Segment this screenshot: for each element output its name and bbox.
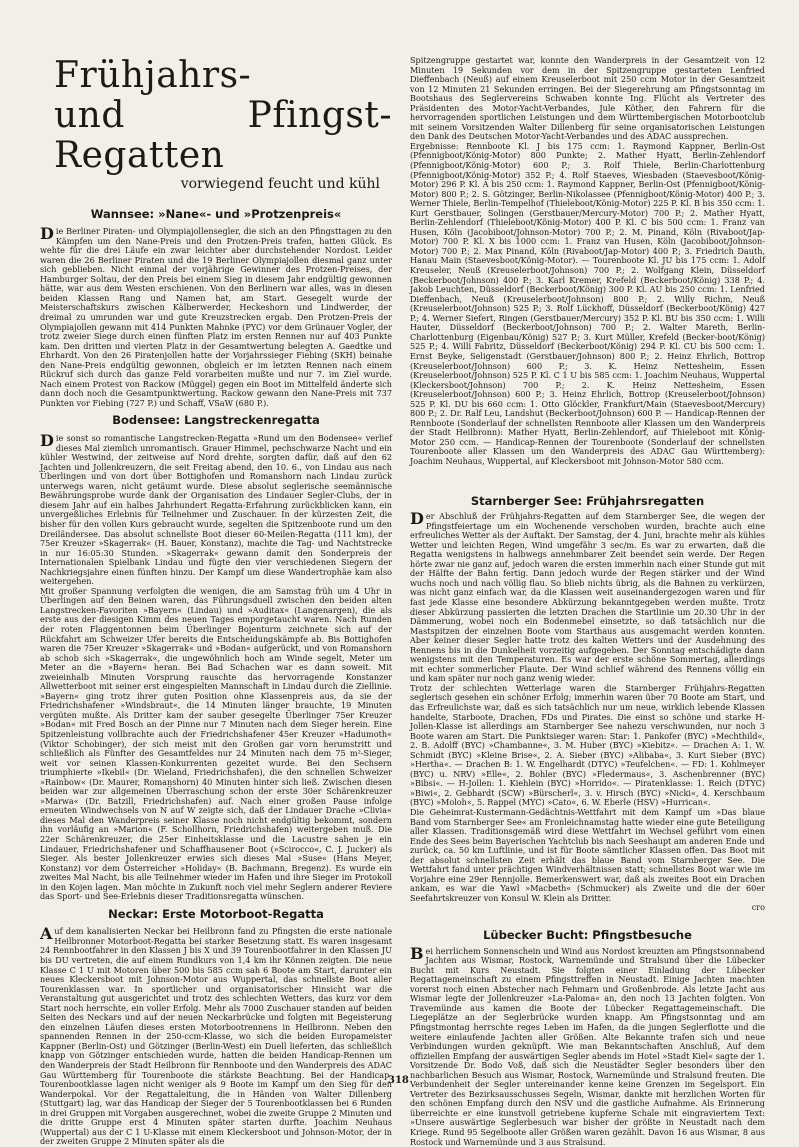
article-subtitle: vorwiegend feucht und kühl xyxy=(180,176,380,192)
paragraph-starnberg-1: Der Abschluß der Frühjahrs-Regatten auf dem Starnberger See, die wegen der Pfingstfeiertage um ein Wochenende verschoben wurden, brachte auch eine erfreuliches Wetter als der Auftakt. Der Samstag, der 4. Juni, brachte mehr als kühles Wetter und leichten Regen, Wind umgefähr 3 sec/m. Es war zu erwarten, daß die Regatta wenigstens in halbwegs annehmbarer Zeit beendet sein werde. Der Regen hörte zwar nie ganz auf, jedoch waren die ersten immerhin nach einer Stunde gut mit der Hälfte der Bahn fertig. Dann jedoch wurde der Regen stärker und der Wind wuchs noch und nach völlig flau. So blieb nichts übrig, als die Bahnen zu verkürzen, was nicht ganz einfach war, da die Klassen weit auseinandergezogen waren und für fast jede Klasse eine besondere Abkürzung bekanntgegeben werden mußte. Trotz dieser Abkürzung passierten die letzten Drachen die Startlinie um 20.30 Uhr in der Dämmerung, wobei noch ein Bodenmebel einsetzte, so daß tatsächlich nur die Mastspitzen der einzelnen Boote vom Starthaus aus ausgemacht werden konnten. Aber keiner dieser Segler hatte trotz des kalten Wetters und der Ausdehnung des Rennens bis in die Dunkelheit vorzeitig aufgegeben. Der Sonntag entschädigte dann wenigstens mit den Temperaturen. Es war der erste schöne Sommertag, allerdings mit echter sommerlicher Flaute. Der Wind schlief während des Rennens völlig ein und kam später nur noch ganz wenig wieder. xyxy=(410,509,765,684)
right-column xyxy=(410,56,765,1147)
section-heading-luebeck: Lübecker Bucht: Pfingstbesuche xyxy=(483,928,692,943)
paragraph-starnberg-3: Die Geheimrat-Kustermann-Gedächtnis-Wettfahrt mit dem Kampf um »Das blaue Band vom Starnberger See« am Fronleichnamstag hatte wieder eine gute Beteiligung aller Klassen. Traditionsgemäß wird diese Wettfahrt im Wechsel geführt vom einen Ende des Sees beim Bayerischen Yachtclub bis nach Seeshaupt am anderen Ende und zurück, ca. 50 km Luftlinie, und ist für Boote sämtlicher Klassen offen. Das Boot mit der absolut schnellsten Zeit erhält das blaue Band vom Starnberger See. Die Wettfahrt fand unter prächtigen Windverhältnissen statt; schnellstes Boot war wie im Vorjahre eine 29er Rennjolle. Bemerkenswert war, daß als zweites Boot ein Drachen ankam, es war die Yawl »Macbeth« (Schmucker) als Zweite und die der 60er Seefahrtskreuzer von Konsul W. Klein als Dritter. xyxy=(410,807,765,903)
paragraph-neckar: Auf dem kanalisierten Neckar bei Heilbronn fand zu Pfingsten die erste nationale Heilbronner Motorboot-Regatta bei starker Besetzung statt. Es waren insgesamt 24 Rennbootfahrer in den Klassen J bis X und 39 Tourenbootfahrer in den Klassen JU bis DU vertreten, die auf einem Rundkurs von 1,4 km ihr Können zeigten. Die neue Klasse C 1 U mit Motoren über 500 bis 585 ccm sah 6 Boote am Start, darunter ein neues Kleckersboot mit Johnson-Motor aus Wuppertal, das schnellste Boot aller Tourenklassen war. In sportlicher und organisatorischer Hinsicht war die Veranstaltung gut ausgerichtet und trotz des schlechten Wetters, das kurz vor dem Start noch herrschte, ein voller Erfolg. Mehr als 7000 Zuschauer standen auf beiden Seiten des Neckars und auf der neuen Neckarbrücke und folgten mit Begeisterung den einzelnen Läufen dieses ersten Motorbootrennens in Heilbronn. Neben den spannenden Rennen in der 250-ccm-Klasse, wo sich die beiden Europameister Kappner (Berlin-Ost) und Götzinger (Berlin-West) ein Duell lieferten, das schließlich knapp von Götzinger entschieden wurde, hatten die beiden Handicap-Rennen um den Wanderpreis der Stadt Heilbronn für Rennboote und den Wanderpreis des ADAC Gau Württemberg für Tourenboote die stärkste Beachtung. Bei der Handicap-Tourenbootklasse lagen nicht weniger als 9 Boote im Kampf um den Sieg für den Wanderpokal. Vor der Regattaleitung, die in Händen von Walter Dillenberg (Stuttgart) lag, war das Handicap der Sieger der 5 Tourenbootklassen bei 6 Runden in drei Gruppen mit Vorgaben ausgerechnet, wobei die zweite Gruppe 2 Minuten und die dritte Gruppe erst 4 Minuten später starten durfte. Joachim Neuhaus (Wuppertal) aus der C 1 U-Klasse mit einem Kleckersboot und Johnson-Motor, der in der zweiten Gruppe 2 Minuten später als die xyxy=(40,924,392,1147)
author-signature: cro xyxy=(751,902,765,913)
article-title-line1: Frühjahrs- xyxy=(54,55,252,96)
article-title xyxy=(54,56,392,176)
paragraph-neckar-continued-1: Spitzengruppe gestartet war, konnte den Wanderpreis in der Gesamtzeit von 12 Minuten 19 Sekunden vor dem in der Spitzengruppe gestarteten Lenfried Dieffenbach (Neuß) auf einem Kreuselerboot mit 250 ccm Motor in der Gesamtzeit von 12 Minuten 21 Sekunden erringen. Bei der Siegerehrung am Pfingstsonntag im Bootshaus des Seglervereins Schwaben konnte Ing. Flücht als Vertreter des Präsidenten des Motor-Yacht-Verbandes, Jule Köther, den Fahrern für die hervorragenden sportlichen Leistungen und dem Württembergischen Motorbootclub mit seinem Vorsitzenden Walter Dillenberg für seine organisatorischen Leistungen den Dank des Deutschen Motor-Yacht-Verbandes und des ADAC aussprechen. xyxy=(410,55,765,142)
paragraph-neckar-results: Ergebnisse: Rennboote Kl. J bis 175 ccm: 1. Raymond Kappner, Berlin-Ost (Pfennigboot/König-Motor) 800 Punkte; 2. Mather Hyatt, Berlin-Zehlendorf (Pfennigboot/König-Motor) 600 P.; 3. Rolf Thiele, Berlin-Charlottenburg (Pfennigboot/König-Motor) 352 P.; 4. Rolf Staeves, Wiesbaden (Staevesboot/König-Motor) 296 P. Kl. A bis 250 ccm: 1. Raymond Kappner, Berlin-Ost (Pfennigboot/König-Motor) 800 P.; 2. S. Götzinger, Berlin-Nikolassee (Pfennigboot/König-Motor) 400 P.; 3. Werner Thiele, Berlin-Tempelhof (Thieleboot/König-Motor) 225 P. Kl. B bis 350 ccm: 1. Kurt Gerstbauer, Solingen (Gerstbauer/Mercury-Motor) 700 P.; 2. Mather Hyatt, Berlin-Zehlendorf (Thieleboot/König-Motor) 400 P. Kl. C bis 500 ccm: 1. Franz van Husen, Köln (Jacobiboot/Johnson-Motor) 700 P.; 2. M. Pinand, Köln (Rivaboot/Jap-Motor) 700 P. Kl. X bis 1000 ccm: 1. Franz van Husen, Köln (Jacobiboot/Johnson-Motor) 700 P.; 2. Max Pinand, Köln (Rivaboot/Jap-Motor) 400 P.; 3. Friedrich Dauth, Hanau Main (Staevesboot/König-Motor). — Tourenboote Kl. JU bis 175 ccm: 1. Adolf Kreuseler, Neuß (Kreuselerboot/Johnson) 700 P.; 2. Wolfgang Klein, Düsseldorf (Beckerboot/Johnson) 400 P.; 3. Karl Kremer, Krefeld (Beckerboot/König) 338 P.; 4. Jakob Leuchten, Düsseldorf (Beckerboot/König) 300 P. Kl. AU bis 250 ccm: 1. Lenfried Dieffenbach, Neuß (Kreuselerboot/Johnson) 800 P.; 2. Willy Richm, Neuß (Kreuselerboot/Johnson) 525 P.; 3. Rolf Lückhoff, Düsseldorf (Beckerboot/König) 427 P.; 4. Werner Siefert, Ringen (Gerstbauer/Mercury) 352 P. Kl. BU bis 350 ccm: 1. Willi Hauter, Düsseldorf (Beckerboot/Johnson) 700 P.; 2. Walter Mareth, Berlin-Charlottenburg (Eigenbau/König) 527 P.; 3. Kurt Müller, Krefeld (Becker-boot/König) 525 P.; 4. Willi Fabritz, Düsseldorf (Beckerboot/König) 294 P. Kl. CU bis 500 ccm: 1. Ernst Beyke, Seligenstadt (Gerstbauer/Johnson) 800 P.; 2. Heinz Ehrlich, Bottrop (Kreuselerboot/Johnson) 600 P.; 3. K. Heinz Nettesheim, Essen (Kreuselerboot/Johnson) 525 P. Kl. C 1 U bis 585 ccm: 1. Joachim Neuhaus, Wuppertal (Kleckersboot/Johnson) 700 P.; 2. K. Heinz Nettesheim, Essen (Kreuselerboot/Johnson) 600 P.; 3. Heinz Ehrlich, Bottrop (Kreuselerboot/Johnson) 525 P. Kl. DU bis 660 ccm: 1. Otto Glöckler, Frankfurt/Main (Staevesboot/Mercury) 800 P.; 2. Dr. Ralf Leu, Landshut (Beckerboot/Johnson) 600 P. — Handicap-Rennen der Rennboote (Sonderlauf der schnellsten Rennboote aller Klassen um den Wanderpreis der Stadt Heilbronn): Mather Hyatt, Berlin-Zehlendorf, auf Thieleboot mit König-Motor 250 ccm. — Handicap-Rennen der Tourenboote (Sonderlauf der schnellsten Tourenboote aller Klassen um den Wanderpreis des ADAC Gau Württemberg): Joachim Neuhaus, Wuppertal, auf Kleckersboot mit Johnson-Motor 580 ccm. xyxy=(410,140,765,466)
paragraph-starnberg-2: Trotz der schlechten Wetterlage waren die Starnberger Frühjahrs-Regatten seglerisch gesehen ein schöner Erfolg; immerhin waren über 70 Boote am Start, und das Erfreulichste war, daß es sich tatsächlich nur um neue, wirklich lebende Klassen handelte, Starboote, Drachen, FDs und Pirates. Die einst so schöne und starke H-Jollen-Klasse ist allerdings am Starnberger See nahezu verschwunden, nur noch 3 Boote waren am Start. Die Punktsieger waren: Star: 1. Pankofer (BYC) »Mechthild«, 2. B. Adolff (BYC) »Chambanne«, 3. M. Huber (BYC) »Kiebitz«. — Drachen A: 1. W. Schmidt (BYC) »Kleine Brise«, 2. A. Sieber (BYC) »Alibaba«, 3. Kurt Sieber (BYC) »Hertha«. — Drachen B: 1. W. Engelhardt (DTYC) »Teufelchen«. — FD: 1. Kohlmeyer (BYC) u. NRV) »Elle«, 2. Bohler (BYC) »Fledermaus«, 3. Aschenbrenner (BYC) »Bibsi«. — H-Jollen: 1. Kiehlein (BYC) »Horrido«. — Piratenklasse: 1. Reich (DTYC) »Biwi«, 2. Gebhardt (SCW) »Bürscherl«, 3. v. Hirsch (BYC) »Nicki«, 4. Kerschbaum (BYC) »Moloh«, 5. Rappel (MYC) »Cato«, 6. W. Eberle (HSV) »Hurrican«. xyxy=(410,682,765,808)
section-heading-bodensee: Bodensee: Langstreckenregatta xyxy=(112,413,320,428)
section-heading-neckar: Neckar: Erste Motorboot-Regatta xyxy=(108,906,324,921)
paragraph-bodensee-1: Die sonst so romantische Langstrecken-Regatta »Rund um den Bodensee« verlief dieses Mal ziemlich unromantisch. Grauer Himmel, pechschwarze Nacht und ein kühler Westwind, der zeitweise auf Nord drehte, sorgten dafür, daß auf den 62 Jachten und Jollenkreuzern, die seit Freitag abend, den 10. 6., von Lindau aus nach Überlingen und von dort über Bottighofen und Romanshorn nach Lindau zurück unterwegs waren, nicht getäumt wurde. Diese absolut seglerische seemännische Bewährungsprobe wurde dank der Organisation des Lindauer Segler-Clubs, der in diesem Jahr auf ein halbes Jahrhundert Regatta-Erfahrung zurückblicken kann, ein unvergeßliches Erlebnis für Teilnehmer und Zuschauer. In der kürzesten Zeit, die bisher für den vollen Kurs gebraucht wurde, segelten die Spitzenboote rund um den Dreiländersee. Das absolut schnellste Boot dieser 60-Meilen-Regatta (111 km), der 75er Kreuzer »Skagerrak« (H. Bauer, Konstanz), machte die Tag- und Nachtstrecke in nur 16:05:30 Stunden. »Skagerrak« gewann damit den Sonderpreis der Internationalen Spielbank Lindau und fügte den vier verschiedenen Siegern der Nachkriegsjahre einen fünften hinzu. Der Kampf um diese Wandertrophäe kam also weitergehen. xyxy=(40,431,392,587)
paragraph-bodensee-2: Mit großer Spannung verfolgten die wenigen, die am Samstag früh um 4 Uhr in Überlingen auf den Beinen waren, das Führungsduell zwischen den beiden alten Langstrecken-Favoriten »Bayern« (Lindau) und »Auditax« (Langenargen), die als erste aus der diesigen Kimm des neuen Tages emporgetaucht waren. Nach Runden der roten Flaggentonnen beim Überlinger Bojenturm zeichnete sich auf der Rückfahrt am Schweizer Ufer bereits die Entscheidungskämpfe ab. Bis Bottighofen waren die 75er Kreuzer »Skagerrak« und »Bodan« aufgerückt, und von Romanshorn ab schob sich »Skagerrak«, die ungewöhnlich hoch am Winde segelt, Meter um Meter an die »Bayern« heran. Bei Bad Schachen war es dann soweit. Mit zweieinhalb Minuten Vorsprung rauschte das hervorragende Konstanzer Allwetterboot mit seiner erst eingespielten Mannschaft in Lindau durch die Ziellinie. »Bayern« ging trotz ihrer guten Position ohne Klassenpreis aus, da sie der Friedrichshafener »Windsbraut«, die 14 Minuten länger brauchte, 19 Minuten vergüten mußte. Als Dritter kam der sauber gesegelte Überlinger 75er Kreuzer »Bodan« mit Fred Bosch an der Pinne nur 7 Minuten nach dem Sieger herein. Eine Spitzenleistung vollbrachte auch der Friedrichshafener 45er Kreuzer »Hadumoth« (Viktor Schobinger), der sich meist mit den Großen gar vorn herumstritt und schließlich als Fünfter des Gesamtfeldes nur 24 Minuten nach dem 75 m²-Sieger, weit vor seinen Klassen-Konkurrenten gezeitet wurde. Bei den Sechsern triumphierte »Ikebil« (Dr. Wieland, Friedrichshafen), die den schnellen Schweizer »Rainbow« (Dr. Maurer, Romanshorn) 40 Minuten hinter sich ließ. Zwischen diesen beiden war zur allgemeinen Überraschung schon der erste 30er Schärenkreuzer »Marwa« (Dr. Batzill, Friedrichshafen) auf. Nach einer großen Pause infolge erneuten Windwechsels von N auf W zeigte sich, daß der Lindauer Drache »Clivia« dieses Mal den Wanderpreis seiner Klasse noch nicht endgültig bekommt, sondern ihn vorläufig an »Marion« (F. Schollhorn, Friedrichshafen) weitergeben muß. Die 22er Schärenkreuzer, die 25er Einheitsklasse und die Lacustre sahen je ein Lindauer, Friedrichshafener und Schaffhausener Boot (»Scirocco«, C. J. Jucker) als Sieger. Als bester Jollenkreuzer erwies sich dieses Mal »Suse« (Hans Meyer, Konstanz) vor dem Österreicher »Holiday« (B. Bachmann, Bregenz). Es wurde ein zweites Mal Nacht, bis alle Teilnehmer wieder im Hafen und ihre Sieger im Protokoll in den Kojen lagen. Man möchte in Zukunft noch viel mehr Seglern anderer Reviere das Sport- und See-Erlebnis dieser Traditionsregatta wünschen. xyxy=(40,585,392,902)
article-title-line2: und Pfingst-Regatten xyxy=(54,95,392,176)
section-heading-wannsee: Wannsee: »Nane«- und »Protzenpreis« xyxy=(90,206,342,221)
left-column xyxy=(40,56,392,1147)
page-number: 318 xyxy=(388,1075,409,1086)
paragraph-luebeck: Bei herrlichem Sonnenschein und Wind aus Nordost kreuzten am Pfingstsonnabend Jachten aus Wismar, Rostock, Warnemünde und Stralsund über die Lübecker Bucht mit Kurs Neustadt. Sie folgten einer Einladung der Lübecker Regattagemeinschaft zu einem Pfingsttreffen in Neustadt. Einige Jachten machten vorerst noch einen Abstecher nach Fehmarn und Großenbrode. Als letzte Jacht aus Wismar legte der Jollenkreuzer »La-Paloma« an, den noch 13 Jachten folgten. Von Travemünde aus kamen die Boote der Lübecker Regattagemeinschaft. Die Liegeplätze an der Seglerbrücke wurden knapp. Am Pfingstsonntag und am Pfingstmontag herrschte reges Leben im Hafen, da die jungen Seglerflotte und die weitere einlaufende Jachten aller Größen. Alte Bekannte trafen sich und neue Verbindungen wurden geknüpft. Wie man Bekanntschaften Anschluß, Auf dem offiziellen Empfang der auswärtigen Segler abends im Hotel »Stadt Kiel« sagte der 1. Vorsitzende Dr. Bodo Voß, daß sich die Neustädter Segler besonders über den nachbarlichen Besuch aus Wismar, Rostock, Warnemünde und Stralsund freuten. Die Verbundenheit der Segler untereinander kenne keine Grenzen im Segelsport. Ein Vertreter des Bezirksausschusses Segeln, Wismar, dankte mit herzlichen Worten für den schönen Empfang durch den NSV und die gastliche Aufnahme. Als Erinnerung überreichte er eine kunstvoll getriebene kupferne Schale mit eingraviertem Text: »Unsere auswärtige Seglerbesuch war bisher der größte in Neustadt nach dem Kriege. Rund 95 Segelboote aller Größen waren gezählt. Davon 16 aus Wismar, 8 aus Rostock und Warnemünde und 3 aus Stralsund. xyxy=(410,943,765,1147)
section-heading-starnberg: Starnberger See: Frühjahrsregatten xyxy=(470,493,705,508)
paragraph-wannsee: Die Berliner Piraten- und Olympiajollensegler, die sich an den Pfingsttagen zu den Kämpfen um den Nane-Preis und den Protzen-Preis trafen, hatten Glück. Es wehte für die drei Läufe ein zwar leichter aber durchstehender Nordost. Leider waren die 26 Berliner Piraten und die 19 Berliner Olympiajollen diesmal ganz unter sich geblieben. Nicht einmal der vorjährige Gewinner des Protzen-Preises, der Hamburger Soltau, der den Preis bei einem Sieg in diesem Jahr endgültig gewonnen hätte, war aus dem Westen erschienen. Von den Berlinern war alles, was in diesen beiden Klassen Rang und Namen hat, am Start. Gesegelt wurde der Meisterschaftskurs zwischen Kälberwerder, Heckeshorn und Lindwerder, der dreimal zu umrunden war und gute Kreuzstrecken ergab. Den Protzen-Preis der Olympiajollen gewann mit 414 Punkten Mahnke (PYC) vor dem Grünauer Vogler, der trotz zweier Siege durch einen fünften Platz im ersten Rennen nur auf 403 Punkte kam. Den dritten und vierten Platz in der Gesamtwertung belegten A. Gaedtke und Ehrhardt. Von den 26 Piratenjollen hatte der Vorjahrssieger Fiebing (SKH) beinahe den Nane-Preis endgültig gewonnen, obgleich er im letzten Rennen nach einem Rückruf sich durch das ganze Feld vorarbeiten mußte und nur 7. im Ziel wurde. Nach einem Protest von Rackow (Müggel) gegen ein Boot im Mittelfeld änderte sich dann doch noch die Gesamtpunktwertung. Rackow gewann den Nane-Preis mit 737 Punkten vor Fiebing (727 P.) und Schaff, VSaW (680 P.). xyxy=(40,224,392,408)
